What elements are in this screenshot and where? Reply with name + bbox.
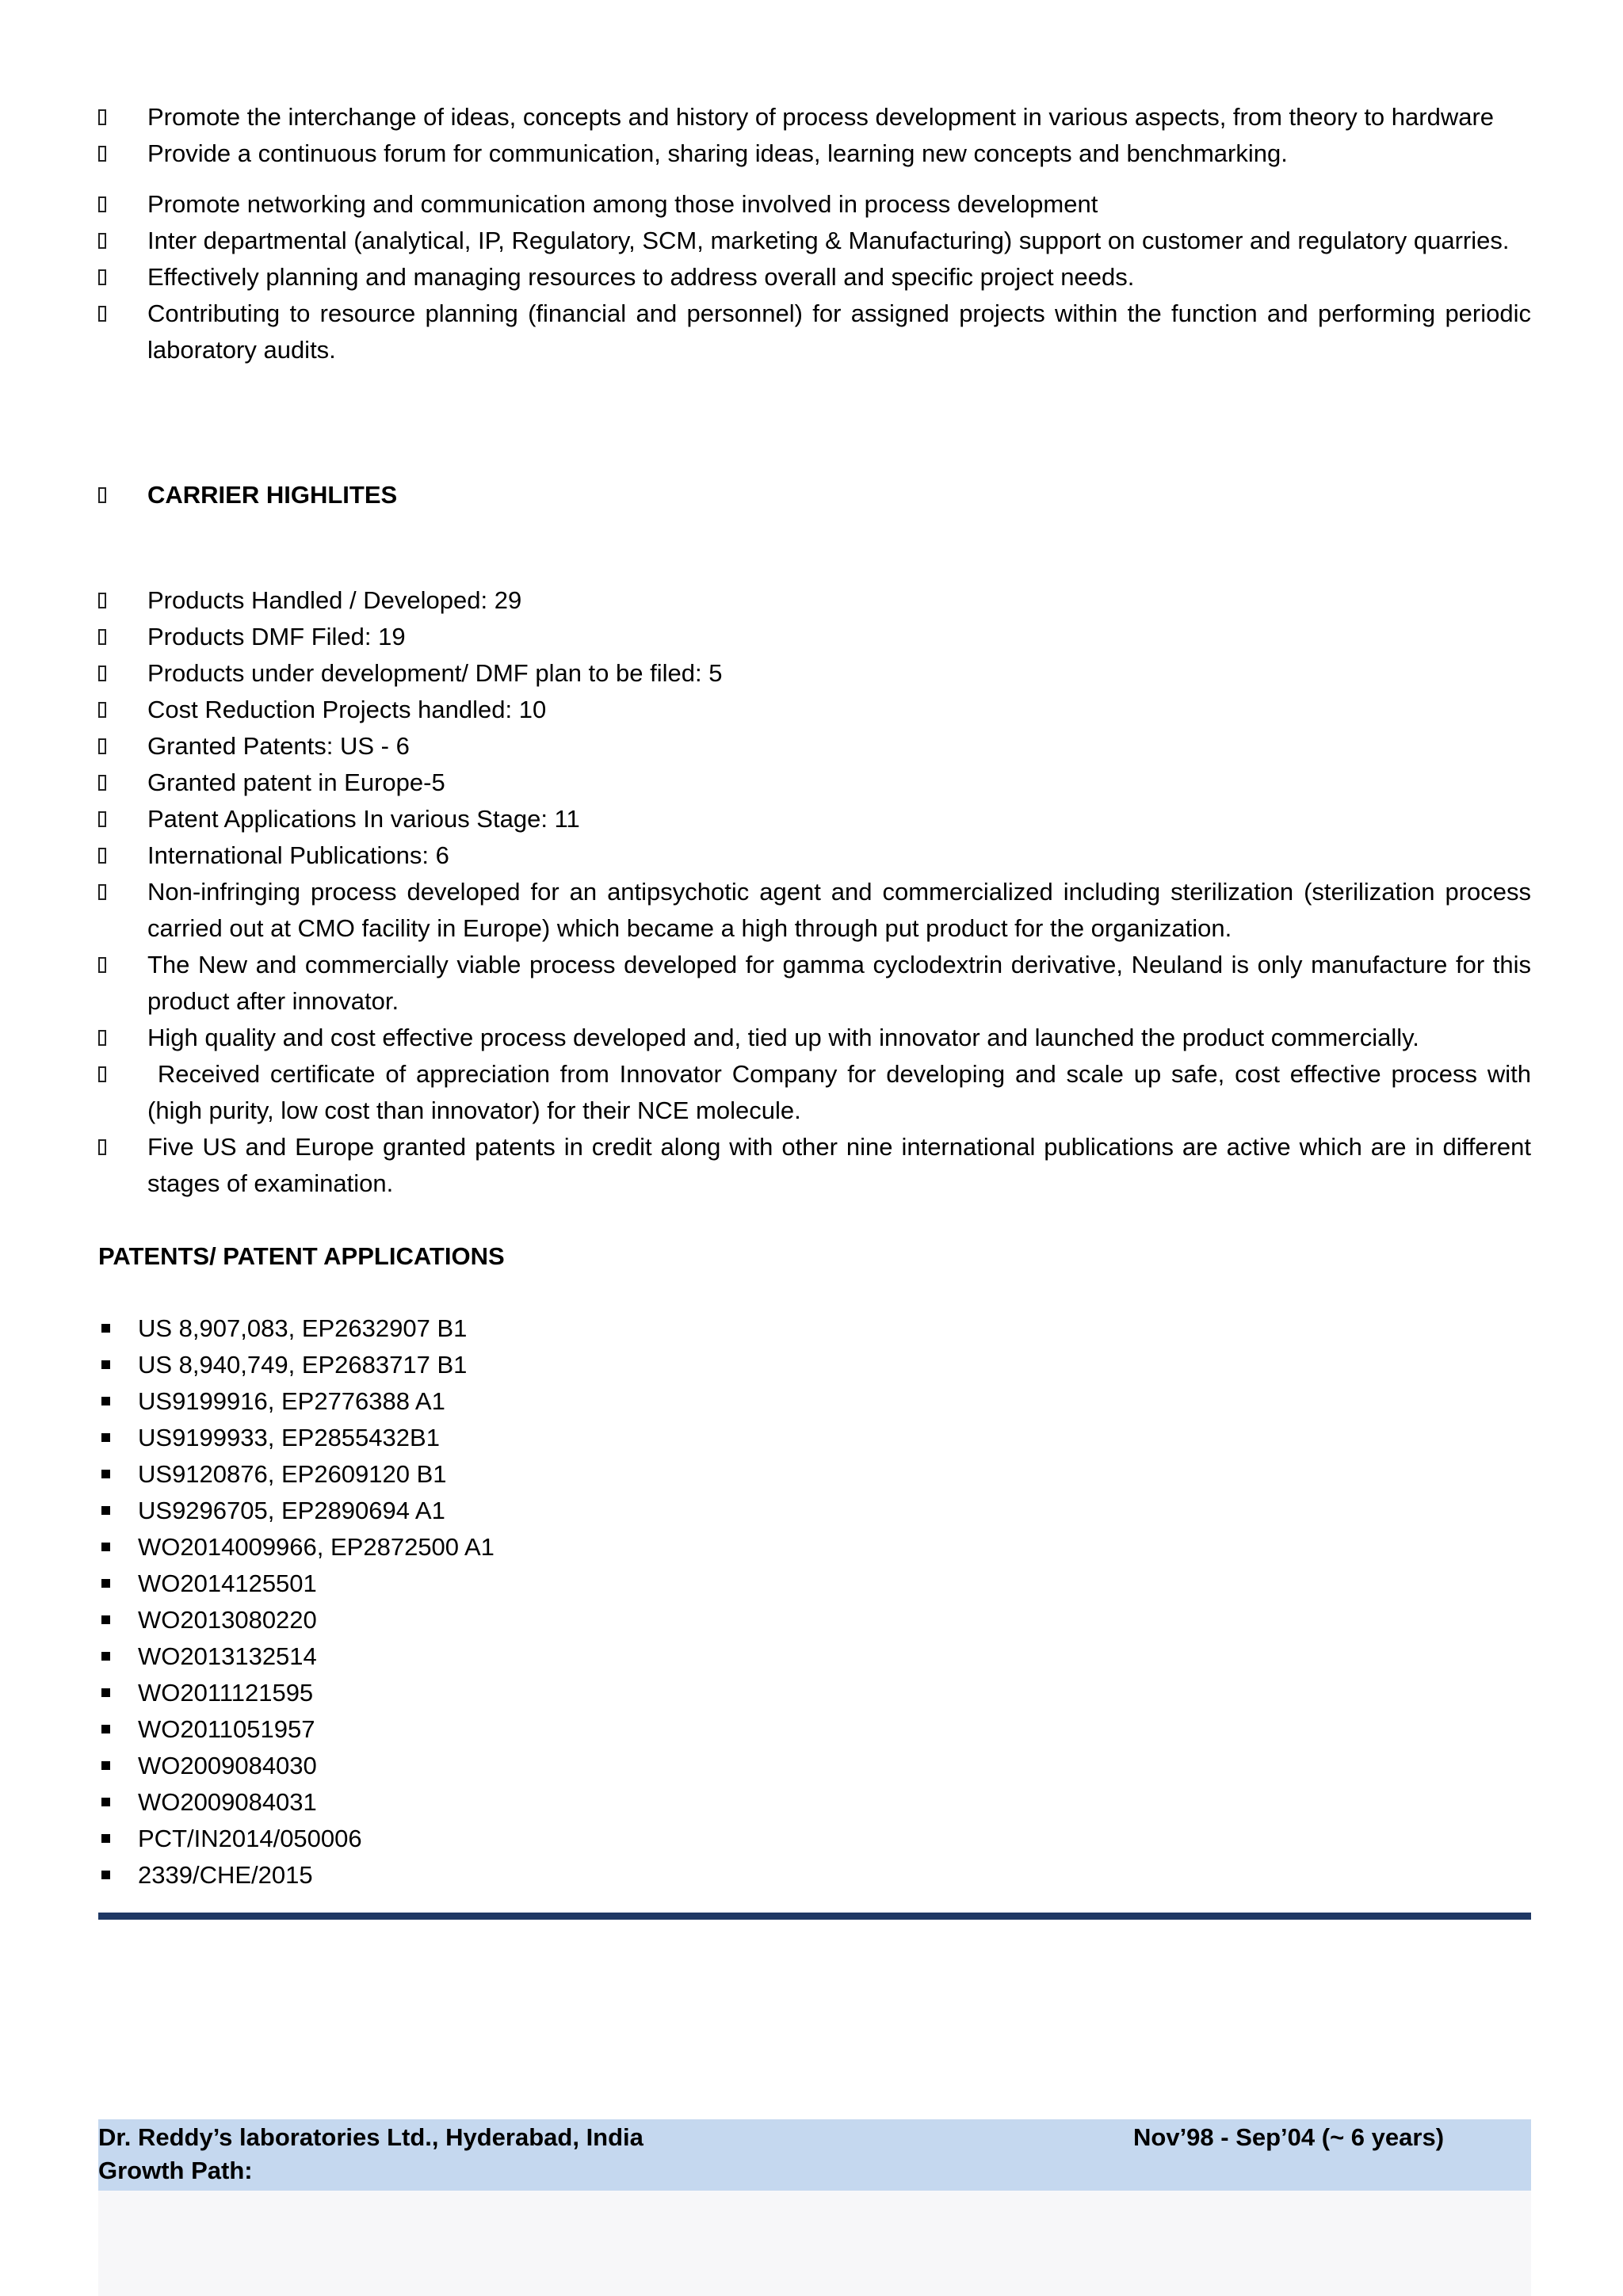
square-bullet-icon [101, 1871, 110, 1879]
next-section-background [98, 2191, 1531, 2296]
bullet-icon [98, 811, 106, 827]
list-item: Received certificate of appreciation from Innovator Company for developing and scale up safe, cost effective process with (high purity, low cost than innovator) for their NCE molecule. [98, 1056, 1531, 1129]
list-item: WO2013132514 [98, 1638, 1531, 1675]
list-item: Granted Patents: US - 6 [98, 728, 1531, 765]
bullet-icon [98, 738, 106, 754]
section-divider [98, 1913, 1531, 1920]
bullet-icon [98, 306, 106, 322]
list-item: US 8,940,749, EP2683717 B1 [98, 1347, 1531, 1383]
bullet-icon [98, 233, 106, 249]
bullet-icon [98, 593, 106, 608]
list-item: The New and commercially viable process developed for gamma cyclodextrin derivative, Neuland is only manufacture for this product after innovator. [98, 947, 1531, 1020]
list-item: Provide a continuous forum for communication, sharing ideas, learning new concepts and benchmarking. [98, 135, 1531, 172]
list-item: WO2011121595 [98, 1675, 1531, 1711]
employment-period: Nov’98 - Sep’04 (~ 6 years) [1133, 2123, 1445, 2151]
list-item: US9199933, EP2855432B1 [98, 1420, 1531, 1456]
list-item: Inter departmental (analytical, IP, Regulatory, SCM, marketing & Manufacturing) support on customer and regulatory quarries. [98, 223, 1531, 259]
bullet-icon [98, 1139, 106, 1155]
career-heading: CARRIER HIGHLITES [147, 481, 398, 509]
list-item: Effectively planning and managing resources to address overall and specific project needs. [98, 259, 1531, 296]
square-bullet-icon [101, 1433, 110, 1442]
list-item: US9120876, EP2609120 B1 [98, 1456, 1531, 1493]
list-item: WO2014125501 [98, 1566, 1531, 1602]
bullet-icon [98, 487, 106, 503]
list-item: Five US and Europe granted patents in credit along with other nine international publications are active which are in different stages of examination. [98, 1129, 1531, 1202]
list-item: US9296705, EP2890694 A1 [98, 1493, 1531, 1529]
patents-heading: PATENTS/ PATENT APPLICATIONS [98, 1242, 505, 1270]
list-item: Granted patent in Europe-5 [98, 765, 1531, 801]
bullet-icon [98, 109, 106, 125]
bullet-icon [98, 146, 106, 162]
list-item: WO2009084030 [98, 1748, 1531, 1784]
bullet-icon [98, 1066, 106, 1082]
square-bullet-icon [101, 1579, 110, 1588]
list-item: Promote the interchange of ideas, concepts and history of process development in various aspects, from theory to hardware [98, 99, 1531, 135]
list-item: Promote networking and communication among those involved in process development [98, 186, 1531, 223]
square-bullet-icon [101, 1615, 110, 1624]
list-item: PCT/IN2014/050006 [98, 1821, 1531, 1857]
bullet-icon [98, 1030, 106, 1046]
bullet-icon [98, 775, 106, 791]
company-name: Dr. Reddy’s laboratories Ltd., Hyderabad, India [98, 2123, 643, 2151]
bullet-icon [98, 196, 106, 212]
square-bullet-icon [101, 1543, 110, 1551]
list-item: US 8,907,083, EP2632907 B1 [98, 1310, 1531, 1347]
bullet-icon [98, 629, 106, 645]
square-bullet-icon [101, 1798, 110, 1806]
bullet-icon [98, 702, 106, 718]
growth-path-label: Growth Path: [98, 2157, 253, 2184]
square-bullet-icon [101, 1834, 110, 1843]
list-item: WO2014009966, EP2872500 A1 [98, 1529, 1531, 1566]
square-bullet-icon [101, 1761, 110, 1770]
list-item: Non-infringing process developed for an antipsychotic agent and commercialized including sterilization (sterilization process carried out at CMO facility in Europe) which became a high through put product for the organization. [98, 874, 1531, 947]
square-bullet-icon [101, 1725, 110, 1733]
bullet-icon [98, 848, 106, 864]
square-bullet-icon [101, 1506, 110, 1515]
square-bullet-icon [101, 1470, 110, 1478]
list-item: High quality and cost effective process developed and, tied up with innovator and launched the product commercially. [98, 1020, 1531, 1056]
list-item: US9199916, EP2776388 A1 [98, 1383, 1531, 1420]
bullet-icon [98, 957, 106, 973]
responsibilities-list [98, 99, 1531, 368]
list-item: WO2009084031 [98, 1784, 1531, 1821]
square-bullet-icon [101, 1397, 110, 1405]
square-bullet-icon [101, 1688, 110, 1697]
square-bullet-icon [101, 1652, 110, 1661]
list-item: WO2013080220 [98, 1602, 1531, 1638]
bullet-icon [98, 884, 106, 900]
square-bullet-icon [101, 1360, 110, 1369]
list-item: WO2011051957 [98, 1711, 1531, 1748]
list-item: Contributing to resource planning (financial and personnel) for assigned projects within the function and performing periodic laboratory audits. [98, 296, 1531, 368]
patents-list [98, 1310, 1531, 1894]
employment-header [98, 2119, 1531, 2191]
list-item: International Publications: 6 [98, 837, 1531, 874]
list-item: Cost Reduction Projects handled: 10 [98, 692, 1531, 728]
list-item: Patent Applications In various Stage: 11 [98, 801, 1531, 837]
highlights-list [98, 582, 1538, 1202]
list-item: 2339/CHE/2015 [98, 1857, 1531, 1894]
career-heading-row [98, 477, 1531, 513]
list-item: Products DMF Filed: 19 [98, 619, 1531, 655]
list-item: Products under development/ DMF plan to be filed: 5 [98, 655, 1531, 692]
bullet-icon [98, 666, 106, 681]
bullet-icon [98, 269, 106, 285]
list-item: Products Handled / Developed: 29 [98, 582, 1531, 619]
square-bullet-icon [101, 1324, 110, 1333]
